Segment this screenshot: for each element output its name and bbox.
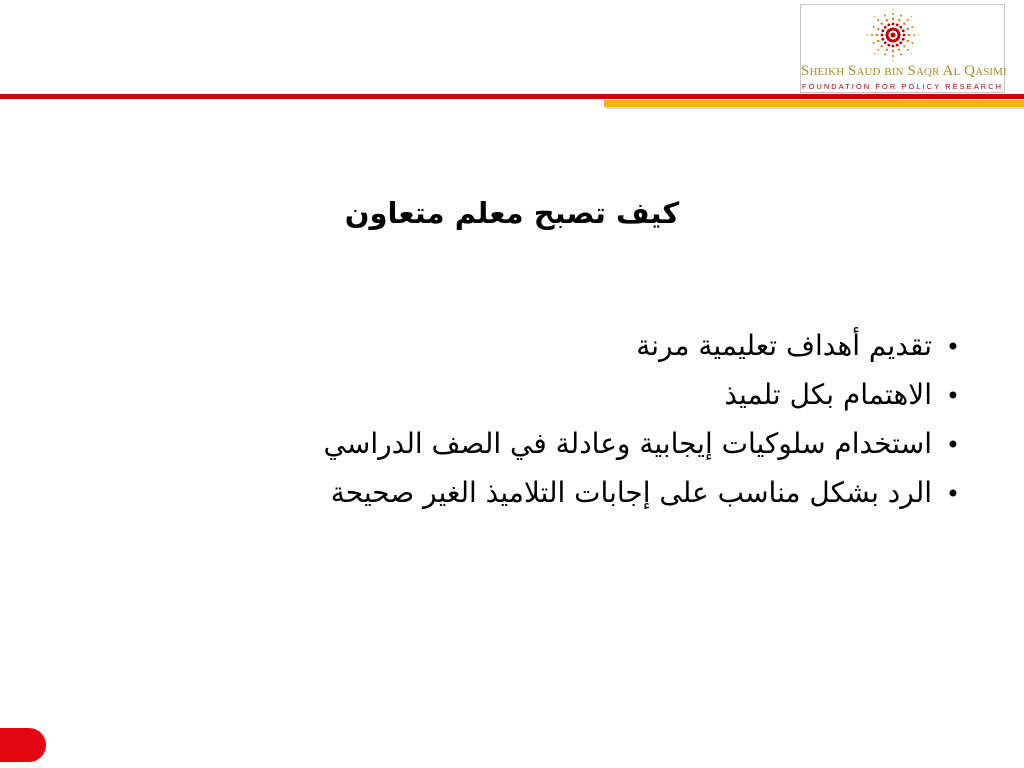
bullet-icon: • bbox=[945, 431, 961, 459]
sun-dot bbox=[884, 26, 887, 29]
bullet-icon: • bbox=[945, 333, 961, 361]
sun-dot bbox=[911, 26, 913, 28]
sun-dot bbox=[884, 41, 887, 44]
foundation-logo bbox=[800, 4, 1005, 93]
slide-title: كيف تصبح معلم متعاون bbox=[344, 196, 680, 230]
sun-dot bbox=[877, 40, 879, 42]
sun-dot bbox=[907, 49, 909, 51]
sun-dot bbox=[892, 50, 894, 52]
sun-dot bbox=[881, 34, 884, 37]
sun-dot bbox=[897, 31, 900, 34]
sun-dot bbox=[902, 29, 905, 32]
sun-dot bbox=[886, 49, 888, 51]
bullet-list bbox=[44, 322, 974, 518]
bullet-text: الرد بشكل مناسب على إجابات التلاميذ الغير صحيحة bbox=[330, 476, 932, 509]
sun-dot bbox=[866, 34, 868, 36]
sun-dot bbox=[892, 13, 894, 15]
list-item bbox=[44, 322, 974, 371]
sun-dot bbox=[903, 45, 905, 47]
bullet-text: الاهتمام بكل تلميذ bbox=[724, 378, 932, 411]
sun-dot bbox=[900, 53, 902, 55]
bullet-icon: • bbox=[945, 480, 961, 508]
header-red-rule bbox=[0, 94, 1024, 99]
list-item bbox=[44, 371, 974, 420]
sun-dot bbox=[896, 23, 899, 26]
sun-dot bbox=[871, 34, 873, 36]
logo-name: Sheikh Saud bin Saqr Al Qasimi bbox=[801, 63, 1007, 79]
sun-dot bbox=[877, 49, 879, 51]
sun-dot bbox=[911, 53, 913, 55]
sun-dot bbox=[892, 18, 894, 20]
sun-dot bbox=[887, 44, 890, 47]
bullet-icon: • bbox=[945, 382, 961, 410]
sunburst-dots-icon bbox=[865, 7, 921, 63]
sun-dot bbox=[907, 40, 909, 42]
sun-dot bbox=[881, 38, 884, 41]
sun-dot bbox=[911, 16, 913, 18]
sun-dot bbox=[907, 19, 909, 21]
logo-subtitle: FOUNDATION FOR POLICY RESEARCH bbox=[801, 82, 1004, 91]
header-gold-rule bbox=[604, 100, 1024, 107]
sun-dot bbox=[876, 34, 878, 36]
bullet-text: تقديم أهداف تعليمية مرنة bbox=[636, 329, 932, 362]
sun-dot bbox=[907, 28, 909, 30]
sun-dot bbox=[896, 44, 899, 47]
sun-dot bbox=[903, 22, 905, 24]
sun-dot bbox=[880, 22, 882, 24]
sun-dot bbox=[892, 45, 895, 48]
footer-red-tab bbox=[0, 728, 46, 762]
sun-dot bbox=[902, 38, 905, 41]
sun-dot bbox=[892, 23, 895, 26]
sun-dot bbox=[892, 8, 894, 10]
sun-dot bbox=[900, 15, 902, 17]
sun-dot bbox=[899, 26, 902, 29]
sun-dot bbox=[884, 15, 886, 17]
sun-dot bbox=[898, 19, 900, 21]
sun-dot bbox=[887, 23, 890, 26]
sun-dot bbox=[877, 28, 879, 30]
sun-dot bbox=[908, 34, 910, 36]
sun-dot bbox=[892, 60, 894, 62]
sun-dot bbox=[873, 42, 875, 44]
sun-dot bbox=[874, 16, 876, 18]
sun-dot bbox=[881, 29, 884, 32]
sun-dot bbox=[877, 19, 879, 21]
sun-dot bbox=[880, 45, 882, 47]
sun-dot bbox=[874, 53, 876, 55]
sun-dot bbox=[898, 49, 900, 51]
sun-dot bbox=[903, 34, 906, 37]
sun-core bbox=[891, 33, 896, 38]
sun-dot bbox=[911, 42, 913, 44]
sun-dot bbox=[884, 53, 886, 55]
sun-dot bbox=[899, 41, 902, 44]
bullet-text: استخدام سلوكيات إيجابية وعادلة في الصف الدراسي bbox=[323, 427, 932, 460]
sun-dot bbox=[892, 55, 894, 57]
header-gold-rule-shadow bbox=[606, 107, 1024, 109]
sun-dot bbox=[873, 26, 875, 28]
list-item bbox=[44, 469, 974, 518]
sun-dot bbox=[918, 34, 920, 36]
list-item bbox=[44, 420, 974, 469]
sun-dot bbox=[886, 19, 888, 21]
sun-dot bbox=[913, 34, 915, 36]
